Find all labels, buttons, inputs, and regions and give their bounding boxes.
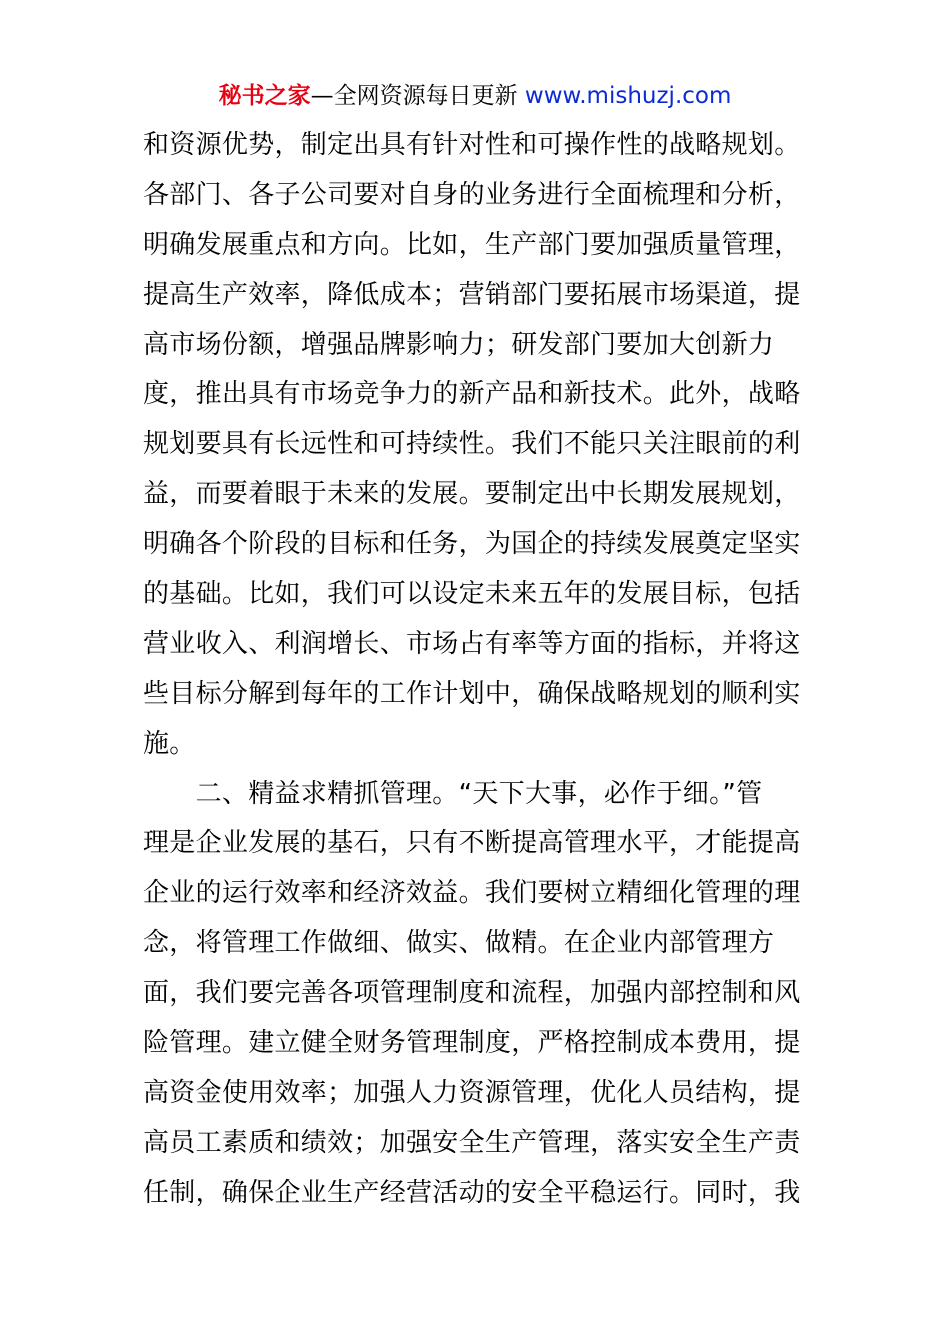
text-line: 的基础。比如，我们可以设定未来五年的发展目标，包括 [143,579,801,610]
text-line: 和资源优势，制定出具有针对性和可操作性的战略规划。 [143,130,801,160]
text-line: 施。 [143,728,196,759]
text-line: 企业的运行效率和经济效益。我们要树立精细化管理的理 [143,878,801,909]
text-line: 度，推出具有市场竞争力的新产品和新技术。此外，战略 [143,379,801,410]
text-line: 明确发展重点和方向。比如，生产部门要加强质量管理， [143,229,801,260]
text-line: 提高生产效率，降低成本；营销部门要拓展市场渠道，提 [143,279,801,310]
text-line: 规划要具有长远性和可持续性。我们不能只关注眼前的利 [143,429,801,460]
text-line: 高员工素质和绩效；加强安全生产管理，落实安全生产责 [143,1127,801,1158]
text-line: 念，将管理工作做细、做实、做精。在企业内部管理方 [143,928,775,959]
site-brand: 秘书之家 [218,83,311,109]
text-line: 营业收入、利润增长、市场占有率等方面的指标，并将这 [143,628,801,659]
text-line: 明确各个阶段的目标和任务，为国企的持续发展奠定坚实 [143,529,801,560]
text-line: 益，而要着眼于未来的发展。要制定出中长期发展规划， [143,479,801,510]
text-line: 二、精益求精抓管理。“天下大事，必作于细。”管 [143,778,763,809]
text-line: 高市场份额，增强品牌影响力；研发部门要加大创新力 [143,329,775,360]
text-line: 高资金使用效率；加强人力资源管理，优化人员结构，提 [143,1077,801,1108]
text-line: 理是企业发展的基石，只有不断提高管理水平，才能提高 [143,828,801,859]
text-line: 任制，确保企业生产经营活动的安全平稳运行。同时，我 [143,1177,801,1208]
text-line: 面，我们要完善各项管理制度和流程，加强内部控制和风 [143,978,801,1009]
site-tagline: —全网资源每日更新 [310,83,525,109]
text-line: 险管理。建立健全财务管理制度，严格控制成本费用，提 [143,1028,801,1059]
site-url-link[interactable]: www.mishuzj.com [524,83,732,109]
document-body [143,121,823,1219]
text-line: 各部门、各子公司要对自身的业务进行全面梳理和分析， [143,179,801,210]
text-line: 些目标分解到每年的工作计划中，确保战略规划的顺利实 [143,678,801,709]
site-header [0,80,950,112]
